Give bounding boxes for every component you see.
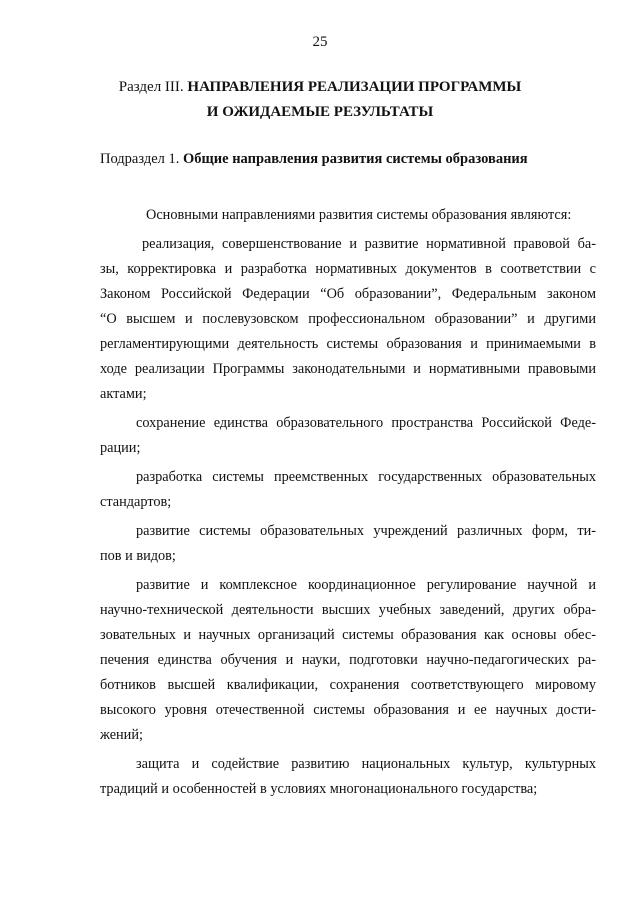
text-line: пов и видов; xyxy=(100,548,176,564)
text-line: развитие и комплексное координационное регулирование научной и xyxy=(136,577,596,593)
text-line: ходе реализации Программы законодательными и нормативными правовыми xyxy=(100,361,596,377)
paragraph-science xyxy=(100,573,596,748)
text-line: научно-технической деятельности высших учебных заведений, других обра- xyxy=(100,602,596,618)
text-line: рации; xyxy=(100,440,141,456)
page-number: 25 xyxy=(312,34,328,50)
subsection-prefix: Подраздел 1. xyxy=(100,151,184,167)
text-line: стандартов; xyxy=(100,494,172,510)
text-line: Законом Российской Федерации “Об образовании”, Федеральным законом xyxy=(100,286,596,302)
text-line: регламентирующими деятельность системы образования и принимаемыми в xyxy=(100,336,596,352)
text-line: актами; xyxy=(100,386,147,402)
paragraph-legal-framework xyxy=(100,232,596,407)
text-line: печения единства обучения и науки, подготовки научно-педагогических ра- xyxy=(100,652,596,668)
text-line: зовательных и научных организаций системы образования как основы обес- xyxy=(100,627,596,643)
text-line: “О высшем и послевузовском профессиональном образовании” и другими xyxy=(100,311,596,327)
section-heading xyxy=(0,72,640,122)
section-title-part-1: НАПРАВЛЕНИЯ РЕАЛИЗАЦИИ ПРОГРАММЫ xyxy=(187,79,522,95)
text-line: высокого уровня отечественной системы образования и ее научных дости- xyxy=(100,702,596,718)
intro-line: Основными направлениями развития системы образования являются: xyxy=(146,207,572,223)
text-line: развитие системы образовательных учреждений различных форм, ти- xyxy=(136,523,596,539)
text-line: реализация, совершенствование и развитие нормативной правовой ба- xyxy=(142,236,596,252)
text-line: жений; xyxy=(100,727,143,743)
subsection-heading xyxy=(100,150,620,168)
subsection-title: Общие направления развития системы образования xyxy=(183,151,528,167)
paragraph-institutions xyxy=(100,519,596,569)
text-line: разработка системы преемственных государственных образовательных xyxy=(136,469,596,485)
paragraph-unity xyxy=(100,411,596,461)
section-title-part-2: И ОЖИДАЕМЫЕ РЕЗУЛЬТАТЫ xyxy=(206,104,434,120)
text-line: традиций и особенностей в условиях многонационального государства; xyxy=(100,781,538,797)
text-line: зы, корректировка и разработка нормативных документов в соответствии с xyxy=(100,261,596,277)
text-line: защита и содействие развитию национальных культур, культурных xyxy=(136,756,596,772)
text-line: сохранение единства образовательного пространства Российской Феде- xyxy=(136,415,596,431)
body-text xyxy=(100,203,596,802)
section-heading-line-1 xyxy=(0,72,640,97)
paragraph-national-cultures xyxy=(100,752,596,802)
paragraph-standards xyxy=(100,465,596,515)
section-prefix: Раздел III. xyxy=(118,79,188,95)
text-line: ботников высшей квалификации, сохранения соответствующего мировому xyxy=(100,677,596,693)
